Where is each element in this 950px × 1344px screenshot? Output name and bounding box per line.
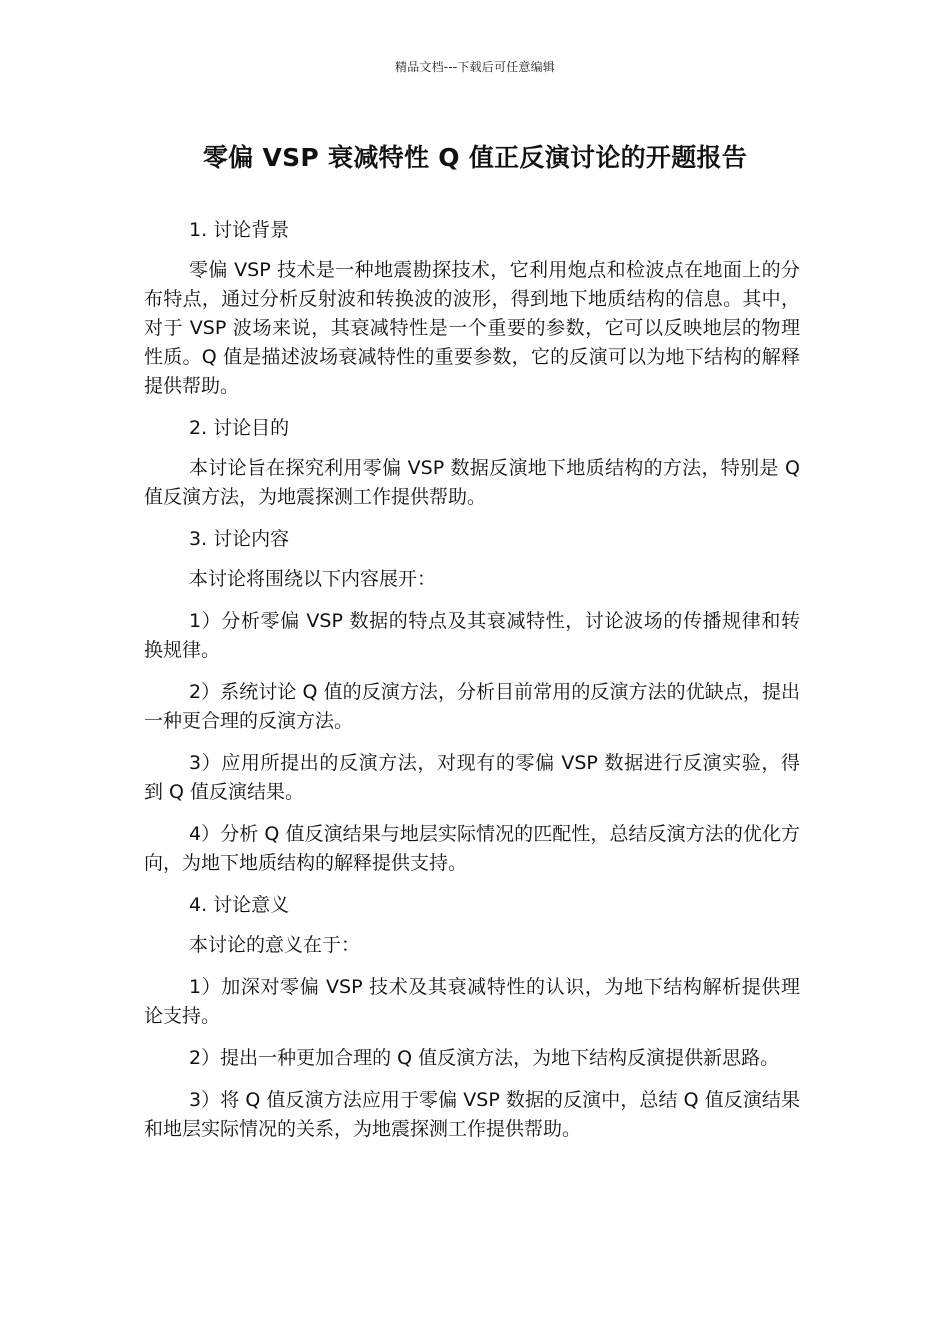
list-item: 3）将 Q 值反演方法应用于零偏 VSP 数据的反演中，总结 Q 值反演结果和地层实际情况的关系，为地震探测工作提供帮助。 — [144, 1089, 800, 1140]
header-note: 精品文档---下载后可任意编辑 — [395, 60, 555, 74]
list-item: 2）提出一种更加合理的 Q 值反演方法，为地下结构反演提供新思路。 — [189, 1047, 780, 1069]
section-background — [144, 216, 800, 401]
section-heading: 2. 讨论目的 — [189, 417, 290, 439]
section-heading: 3. 讨论内容 — [189, 528, 290, 550]
list-item: 3）应用所提出的反演方法，对现有的零偏 VSP 数据进行反演实验，得到 Q 值反演结果。 — [144, 752, 800, 803]
section-heading: 4. 讨论意义 — [189, 894, 290, 916]
section-content — [144, 525, 800, 878]
document-body — [144, 216, 800, 1157]
list-item: 2）系统讨论 Q 值的反演方法，分析目前常用的反演方法的优缺点，提出一种更合理的反演方法。 — [144, 681, 800, 732]
paragraph: 零偏 VSP 技术是一种地震勘探技术，它利用炮点和检波点在地面上的分布特点，通过分析反射波和转换波的波形，得到地下地质结构的信息。其中，对于 VSP 波场来说，其衰减特性是一个重要的参数，它可以反映地层的物理性质。Q 值是描述波场衰减特性的重要参数，它的反演可以为地下结构的解释提供帮助。 — [144, 259, 800, 397]
list-item: 1）加深对零偏 VSP 技术及其衰减特性的认识，为地下结构解析提供理论支持。 — [144, 976, 800, 1027]
list-item: 1）分析零偏 VSP 数据的特点及其衰减特性，讨论波场的传播规律和转换规律。 — [144, 610, 800, 661]
paragraph: 本讨论将围绕以下内容展开： — [189, 568, 437, 590]
section-purpose — [144, 414, 800, 512]
page-title: 零偏 VSP 衰减特性 Q 值正反演讨论的开题报告 — [202, 143, 748, 172]
section-significance — [144, 891, 800, 1144]
list-item: 4）分析 Q 值反演结果与地层实际情况的匹配性，总结反演方法的优化方向，为地下地质结构的解释提供支持。 — [144, 823, 800, 874]
section-heading: 1. 讨论背景 — [189, 219, 290, 241]
paragraph: 本讨论的意义在于： — [189, 934, 361, 956]
paragraph: 本讨论旨在探究利用零偏 VSP 数据反演地下地质结构的方法，特别是 Q 值反演方法，为地震探测工作提供帮助。 — [144, 457, 800, 508]
